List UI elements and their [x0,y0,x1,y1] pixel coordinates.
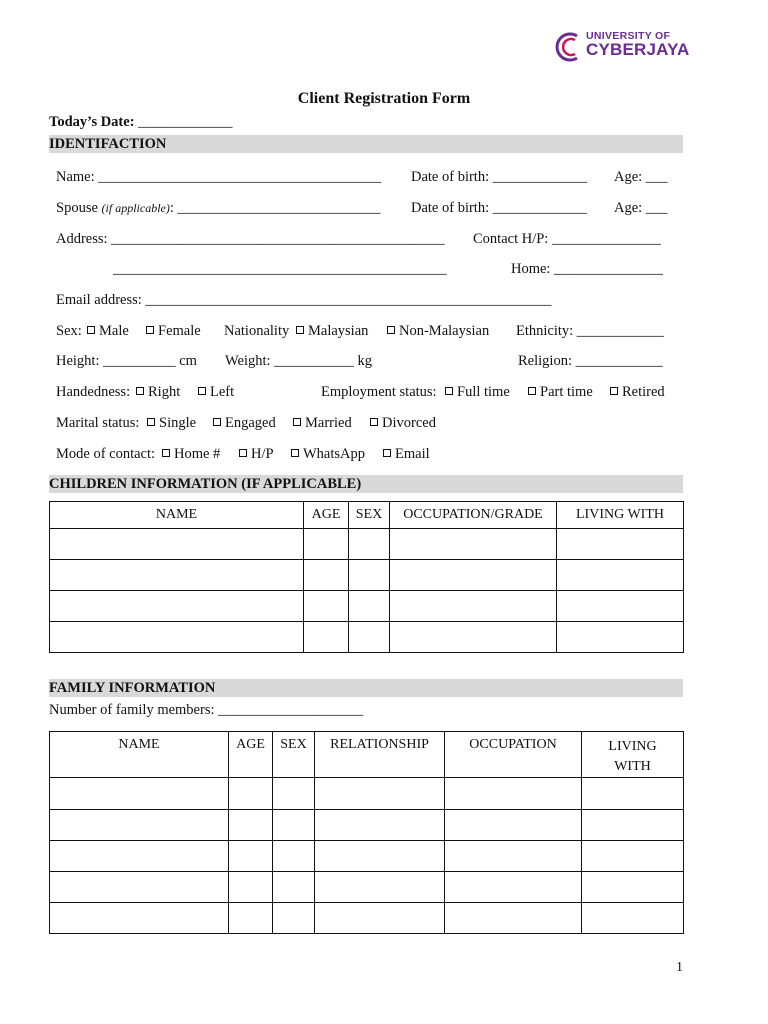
nationality-non-malaysian-label: Non-Malaysian [399,323,490,339]
ethnicity-field[interactable]: Ethnicity: ____________ [516,323,664,339]
contact-whatsapp-label: WhatsApp [303,446,366,462]
checkbox-icon [291,449,299,457]
table-cell[interactable] [349,591,390,622]
employment-retired-option[interactable] [610,384,665,401]
handedness-left-option[interactable] [198,384,234,401]
table-cell[interactable] [445,778,582,810]
children-col-name: NAME [50,502,304,529]
marital-single-option[interactable] [147,415,196,432]
table-cell[interactable] [273,903,315,934]
marital-divorced-label: Divorced [382,415,436,431]
marital-single-label: Single [159,415,197,431]
table-cell[interactable] [445,841,582,872]
nationality-label: Nationality [224,323,290,339]
checkbox-icon [146,326,154,334]
employment-label: Employment status: [321,384,437,400]
marital-married-label: Married [305,415,352,431]
checkbox-icon [213,418,221,426]
table-cell[interactable] [50,591,304,622]
table-cell[interactable] [273,872,315,903]
logo-c-icon [553,30,585,64]
table-cell[interactable] [273,778,315,810]
table-cell[interactable] [349,560,390,591]
nationality-malaysian-label: Malaysian [308,323,369,339]
employment-part-time-option[interactable] [528,384,593,401]
checkbox-icon [136,387,144,395]
todays-date-label: Today’s Date: [49,114,135,130]
table-cell[interactable] [315,778,445,810]
table-cell[interactable] [229,841,273,872]
family-col-living-line2: WITH [614,759,651,774]
mode-of-contact-label: Mode of contact: [56,446,156,462]
family-col-age: AGE [229,732,273,778]
table-cell[interactable] [582,778,684,810]
spouse-dob-field[interactable]: Date of birth: _____________ [411,200,587,216]
dob-field[interactable]: Date of birth: _____________ [411,169,587,185]
table-cell[interactable] [229,778,273,810]
table-cell[interactable] [582,841,684,872]
table-cell[interactable] [390,622,557,653]
table-row [50,903,684,934]
contact-whatsapp-option[interactable] [291,446,365,463]
spouse-field[interactable] [56,200,381,217]
contact-hp-label: H/P [251,446,274,462]
table-row [50,591,684,622]
checkbox-icon [87,326,95,334]
table-cell[interactable] [349,622,390,653]
table-cell[interactable] [390,529,557,560]
contact-hp-option[interactable] [239,446,274,463]
checkbox-icon [528,387,536,395]
marital-married-option[interactable] [293,415,352,432]
section-family [49,679,683,697]
handedness-right-label: Right [148,384,181,400]
table-cell[interactable] [304,529,349,560]
family-table [49,731,684,934]
religion-field[interactable]: Religion: ____________ [518,353,663,369]
table-row [50,622,684,653]
table-cell[interactable] [349,529,390,560]
page-title: Client Registration Form [297,90,471,107]
table-cell[interactable] [315,810,445,841]
address-field[interactable]: Address: ______________________________________________ [56,231,445,247]
sex-female-option[interactable] [146,323,201,340]
table-cell[interactable] [50,622,304,653]
checkbox-icon [239,449,247,457]
name-field[interactable]: Name: _______________________________________ [56,169,382,185]
contact-home-option[interactable] [162,446,220,463]
table-cell[interactable] [50,529,304,560]
marital-divorced-option[interactable] [370,415,436,432]
section-identification-title: IDENTIFACTION [49,136,167,152]
family-col-living-with [582,732,684,778]
todays-date-blank: _____________ [138,114,233,130]
table-cell[interactable] [50,810,229,841]
checkbox-icon [610,387,618,395]
logo-line2: CYBERJAYA [586,40,690,59]
table-cell[interactable] [315,841,445,872]
children-table-header-row [50,502,684,529]
section-children [49,475,683,493]
table-cell[interactable] [273,841,315,872]
table-cell[interactable] [50,903,229,934]
sex-male-label: Male [99,323,129,339]
checkbox-icon [387,326,395,334]
marital-engaged-label: Engaged [225,415,276,431]
table-cell[interactable] [229,810,273,841]
page-number: 1 [676,960,683,975]
table-cell[interactable] [304,591,349,622]
email-field[interactable]: Email address: ________________________________________________________ [56,292,552,308]
children-col-living-with: LIVING WITH [557,502,684,529]
checkbox-icon [383,449,391,457]
employment-full-time-label: Full time [457,384,510,400]
contact-hp-field[interactable]: Contact H/P: _______________ [473,231,661,247]
table-cell[interactable] [557,560,684,591]
family-col-relationship: RELATIONSHIP [315,732,445,778]
checkbox-icon [370,418,378,426]
family-table-header-row [50,732,684,778]
checkbox-icon [296,326,304,334]
table-cell[interactable] [582,903,684,934]
table-cell[interactable] [315,903,445,934]
handedness-label: Handedness: [56,384,131,400]
family-col-occupation: OCCUPATION [445,732,582,778]
age-field[interactable]: Age: ___ [614,169,668,185]
table-row [50,810,684,841]
children-col-sex: SEX [349,502,390,529]
checkbox-icon [293,418,301,426]
spouse-age-field[interactable]: Age: ___ [614,200,668,216]
table-row [50,872,684,903]
contact-email-label: Email [395,446,430,462]
height-field[interactable]: Height: __________ cm [56,353,197,369]
marital-label: Marital status: [56,415,140,431]
table-row [50,560,684,591]
sex-male-option[interactable] [87,323,129,340]
family-col-sex: SEX [273,732,315,778]
logo-line1: UNIVERSITY OF [586,30,671,42]
sex-label: Sex: [56,323,82,339]
table-cell[interactable] [445,872,582,903]
checkbox-icon [445,387,453,395]
checkbox-icon [162,449,170,457]
table-cell[interactable] [229,903,273,934]
section-identification [49,135,683,153]
table-cell[interactable] [50,872,229,903]
home-phone-field[interactable]: Home: _______________ [511,261,663,277]
handedness-right-option[interactable] [136,384,180,401]
children-col-occupation: OCCUPATION/GRADE [390,502,557,529]
spouse-label: Spouse [56,200,98,216]
table-cell[interactable] [273,810,315,841]
table-row [50,841,684,872]
table-cell[interactable] [445,810,582,841]
table-cell[interactable] [582,810,684,841]
table-cell[interactable] [315,872,445,903]
table-cell[interactable] [390,591,557,622]
table-cell[interactable] [304,622,349,653]
table-cell[interactable] [390,560,557,591]
employment-retired-label: Retired [622,384,665,400]
contact-home-label: Home # [174,446,221,462]
university-logo [553,28,690,68]
handedness-left-label: Left [210,384,235,400]
table-cell[interactable] [557,591,684,622]
family-members-field[interactable]: Number of family members: ____________________ [49,702,364,718]
table-cell[interactable] [445,903,582,934]
table-cell[interactable] [304,560,349,591]
table-cell[interactable] [557,622,684,653]
section-family-title: FAMILY INFORMATION [49,680,216,696]
todays-date-field[interactable] [49,114,232,131]
table-cell[interactable] [50,778,229,810]
nationality-non-malaysian-option[interactable] [387,323,489,340]
marital-engaged-option[interactable] [213,415,276,432]
employment-full-time-option[interactable] [445,384,510,401]
checkbox-icon [198,387,206,395]
table-row [50,778,684,810]
table-cell[interactable] [50,841,229,872]
address-line2-field[interactable]: ______________________________________________ [113,261,447,277]
spouse-note: (if applicable) [101,201,170,215]
children-col-age: AGE [304,502,349,529]
spouse-blank: : ____________________________ [169,200,381,216]
table-cell[interactable] [50,560,304,591]
sex-female-label: Female [158,323,201,339]
table-row [50,529,684,560]
section-children-title: CHILDREN INFORMATION (IF APPLICABLE) [49,476,362,492]
contact-email-option[interactable] [383,446,430,463]
checkbox-icon [147,418,155,426]
family-col-name: NAME [50,732,229,778]
children-table [49,501,684,653]
family-col-living-line1: LIVING [608,739,657,754]
nationality-malaysian-option[interactable] [296,323,368,340]
table-cell[interactable] [557,529,684,560]
table-cell[interactable] [582,872,684,903]
table-cell[interactable] [229,872,273,903]
weight-field[interactable]: Weight: ___________ kg [225,353,373,369]
employment-part-time-label: Part time [540,384,593,400]
